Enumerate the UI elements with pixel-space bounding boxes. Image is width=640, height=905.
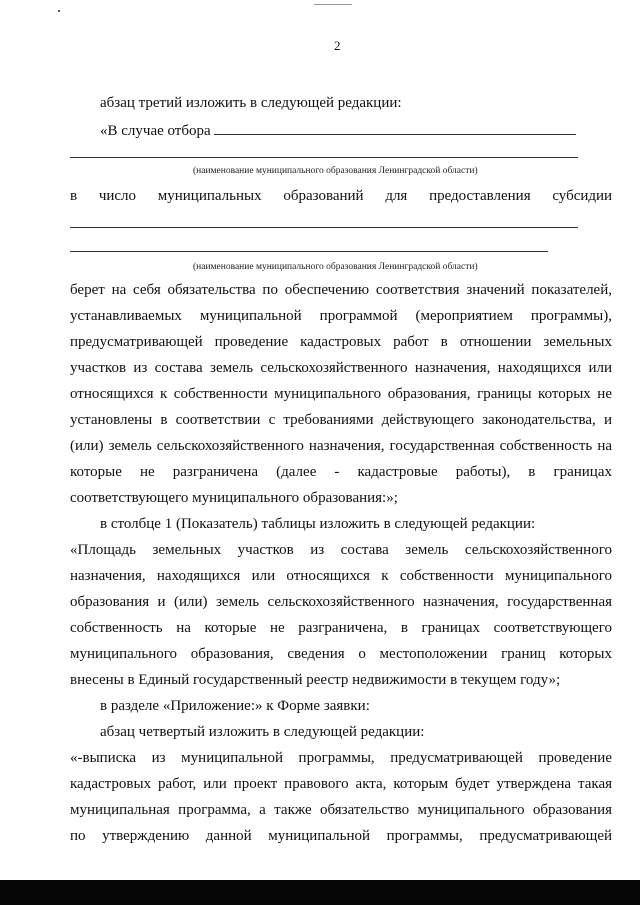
word: образований (283, 188, 364, 204)
word: субсидии (552, 188, 613, 204)
extract-line: «-выписка из муниципальной программы, предусматривающей проведение (70, 750, 612, 766)
subsidy-line (70, 187, 612, 205)
body-line: предусматривающей проведение кадастровых работ в отношении земельных (70, 334, 612, 350)
body-line: соответствующего муниципального образования:»; (70, 490, 398, 506)
blank-line (70, 251, 548, 252)
selection-line (100, 120, 612, 140)
extract-line: кадастровых работ, или проект правового акта, которым будет утверждена такая (70, 776, 612, 792)
area-line: образования и (или) земель сельскохозяйственного назначения, государственная (70, 594, 612, 610)
word: муниципальных (157, 188, 262, 204)
extract-line: по утверждению данной муниципальной программы, предусматривающей (70, 828, 612, 844)
extract-line: муниципальная программа, а также обязательство муниципального образования (70, 802, 612, 818)
intro-paragraph: абзац третий изложить в следующей редакции: (100, 95, 402, 111)
blank-field (214, 120, 576, 135)
scan-edge (0, 880, 640, 905)
page-number: 2 (334, 38, 341, 53)
selection-lead: «В случае отбора (100, 123, 211, 139)
appendix-instruction: в разделе «Приложение:» к Форме заявки: (100, 698, 370, 714)
area-line: назначения, находящихся или относящихся к собственности муниципального (70, 568, 612, 584)
body-line: относящихся к собственности муниципального образования, границы которых не (70, 386, 612, 402)
body-line: берет на себя обязательства по обеспечению соответствия значений показателей, (70, 282, 612, 298)
word: в (70, 188, 78, 204)
area-line: внесены в Единый государственный реестр недвижимости в текущем году»; (70, 672, 561, 688)
word: для (385, 188, 408, 204)
area-line: муниципального образования, сведения о местоположении границ которых (70, 646, 612, 662)
fourth-paragraph-instruction: абзац четвертый изложить в следующей редакции: (100, 724, 425, 740)
word: число (98, 188, 137, 204)
municipality-caption: (наименование муниципального образования Ленинградской области) (193, 166, 478, 176)
body-line: устанавливаемых муниципальной программой (мероприятием программы), (70, 308, 612, 324)
area-line: собственность на которые не разграничена, в границах соответствующего (70, 620, 612, 636)
word: предоставления (429, 188, 531, 204)
body-line: участков из состава земель сельскохозяйственного назначения, находящихся или (70, 360, 612, 376)
body-line: установлены в соответствии с требованиями действующего законодательства, и (70, 412, 612, 428)
area-line: «Площадь земельных участков из состава земель сельскохозяйственного (70, 542, 612, 558)
scan-speck (58, 10, 60, 12)
blank-line (70, 227, 578, 228)
column-instruction: в столбце 1 (Показатель) таблицы изложить в следующей редакции: (100, 516, 536, 532)
municipality-caption: (наименование муниципального образования Ленинградской области) (193, 262, 478, 272)
body-line: которые не разграничена (далее - кадастровые работы), в границах (70, 464, 612, 480)
blank-line (70, 157, 578, 158)
scan-speck (314, 4, 352, 5)
body-line: (или) земель сельскохозяйственного назначения, государственная собственность на (70, 438, 612, 454)
